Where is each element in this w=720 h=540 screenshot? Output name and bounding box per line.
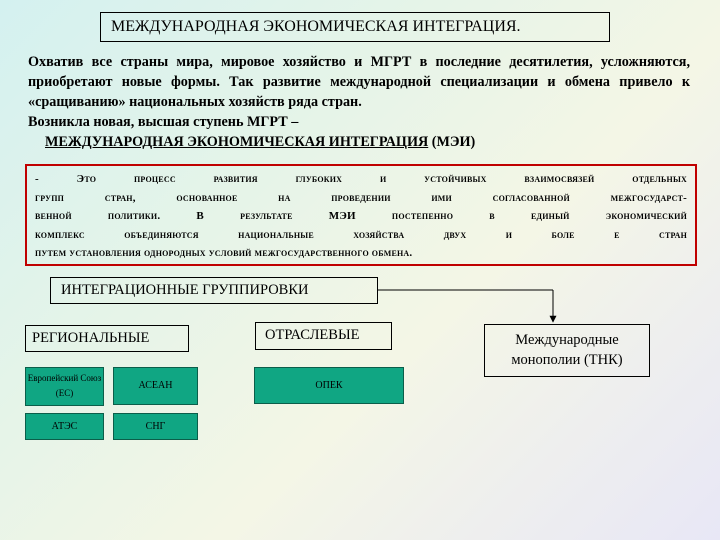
sectoral-box: ОТРАСЛЕВЫЕ	[255, 322, 392, 350]
integration-groupings-box: ИНТЕГРАЦИОННЫЕ ГРУППИРОВКИ	[50, 277, 378, 304]
definition-line: - Это процесс развития глубоких и устойчивых взаимосвязей отдельных	[35, 173, 687, 185]
regional-box: РЕГИОНАЛЬНЫЕ	[25, 325, 189, 352]
intro-term: МЕЖДУНАРОДНАЯ ЭКОНОМИЧЕСКАЯ ИНТЕГРАЦИЯ	[45, 134, 429, 150]
asean-box: АСЕАН	[113, 367, 198, 405]
definition-line: путем установления однородных условий межгосударственного обмена.	[35, 247, 413, 259]
intro-abbr: (МЭИ)	[431, 134, 476, 150]
definition-line: групп стран, основанное на проведении ими согласованной межгосударст-	[35, 191, 687, 204]
slide-title: МЕЖДУНАРОДНАЯ ЭКОНОМИЧЕСКАЯ ИНТЕГРАЦИЯ.	[100, 12, 610, 42]
apec-box: АТЭС	[25, 413, 104, 440]
intro-paragraph: Охватив все страны мира, мировое хозяйство и МГРТ в последние десятилетия, усложняются, приобретают новые формы. Так развитие международной специализации и обмена привело к «сращиванию» национальных хозяйств ряда стран.	[28, 54, 690, 110]
intro-stage-line: Возникла новая, высшая ступень МГРТ –	[28, 114, 299, 130]
opec-box: ОПЕК	[254, 367, 404, 404]
eu-box: Европейский Союз (ЕС)	[25, 367, 104, 406]
tnk-box: Международные монополии (ТНК)	[484, 324, 650, 377]
definition-line: комплекс объединяются национальные хозяйства двух и боле е стран	[35, 228, 687, 241]
definition-line: венной политики. В результате МЭИ постепенно в единый экономический	[35, 210, 687, 222]
cis-box: СНГ	[113, 413, 198, 440]
